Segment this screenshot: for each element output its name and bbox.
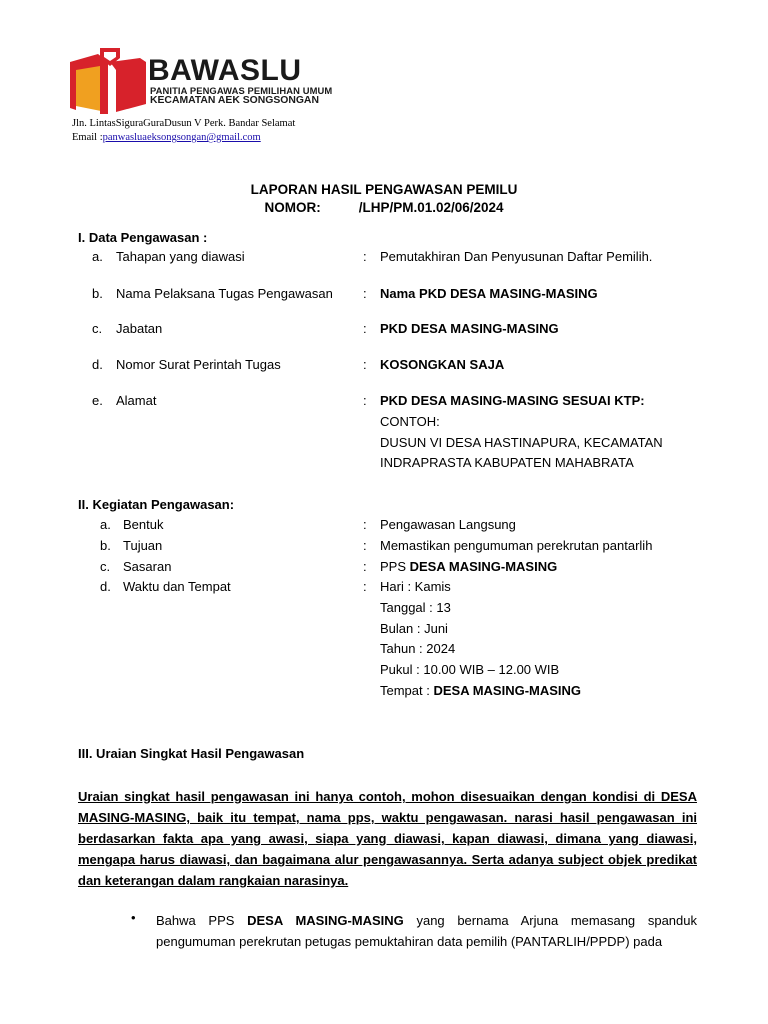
nomor-value: /LHP/PM.01.02/06/2024	[358, 200, 504, 215]
row-colon: :	[363, 393, 367, 408]
bawaslu-emblem-icon	[70, 48, 146, 114]
row-letter: c.	[92, 321, 103, 336]
section-1-heading: I. Data Pengawasan :	[78, 230, 208, 245]
bullet-bold: DESA MASING-MASING	[247, 913, 404, 928]
row-label: Jabatan	[116, 321, 163, 336]
bawaslu-logo	[70, 48, 340, 114]
alamat-extra-3: INDRAPRASTA KABUPATEN MAHABRATA	[380, 455, 634, 470]
bullet-post: yang bernama Arjuna memasang spanduk pengumuman perekrutan petugas pemuktahiran data pemilih (PANTARLIH/PPDP) pada	[156, 913, 697, 949]
row-value: PKD DESA MASING-MASING	[380, 321, 559, 336]
row-value: Hari : Kamis	[380, 579, 451, 594]
row-letter: a.	[92, 249, 103, 264]
waktu-pukul: Pukul : 10.00 WIB – 12.00 WIB	[380, 662, 560, 677]
row-letter: d.	[92, 357, 103, 372]
value-bold: DESA MASING-MASING	[409, 559, 558, 574]
row-label: Tujuan	[123, 538, 163, 553]
row-colon: :	[363, 517, 367, 532]
row-value: Nama PKD DESA MASING-MASING	[380, 286, 598, 301]
address-line: Jln. LintasSiguraGuraDusun V Perk. Bandar Selamat	[72, 118, 296, 129]
uraian-paragraph: Uraian singkat hasil pengawasan ini hanya contoh, mohon disesuaikan dengan kondisi di DESA MASING-MASING, baik itu tempat, nama pps, waktu pengawasan. narasi hasil pengawasan ini berdasarkan fakta apa yang awasi, siapa yang diawasi, kapan diawasi, dimana yang diawasi, mengapa harus diawasi, dan bagaimana alur pengawasannya. Serta adanya subject objek predikat dan keterangan dalam rangkaian narasinya.	[78, 789, 697, 888]
row-value: Memastikan pengumuman perekrutan pantarlih	[380, 538, 653, 553]
waktu-tempat	[380, 683, 581, 699]
row-label: Sasaran	[123, 559, 172, 574]
row-colon: :	[363, 321, 367, 336]
row-label: Tahapan yang diawasi	[116, 249, 245, 264]
row-letter: c.	[100, 559, 111, 574]
logo-subtitle-2: KECAMATAN AEK SONGSONGAN	[150, 95, 319, 106]
row-letter: e.	[92, 393, 103, 408]
email-label: Email :	[72, 132, 103, 143]
section-3-heading: III. Uraian Singkat Hasil Pengawasan	[78, 746, 305, 761]
row-label: Alamat	[116, 393, 157, 408]
row-colon: :	[363, 357, 367, 372]
row-label: Nomor Surat Perintah Tugas	[116, 357, 281, 372]
section-2-heading: II. Kegiatan Pengawasan:	[78, 497, 235, 512]
row-value: KOSONGKAN SAJA	[380, 357, 505, 372]
row-label: Bentuk	[123, 517, 164, 532]
address-block	[72, 117, 295, 145]
row-colon: :	[363, 579, 367, 594]
value-prefix: PPS	[380, 559, 410, 574]
waktu-tanggal: Tanggal : 13	[380, 600, 451, 615]
bullet-icon: •	[131, 910, 136, 925]
email-line	[72, 131, 295, 145]
row-letter: b.	[100, 538, 111, 553]
row-value: Pengawasan Langsung	[380, 517, 516, 532]
row-colon: :	[363, 286, 367, 301]
row-value	[380, 559, 557, 575]
row-letter: d.	[100, 579, 111, 594]
nomor-label: NOMOR:	[264, 200, 321, 215]
tempat-label: Tempat :	[380, 683, 434, 698]
tempat-value: DESA MASING-MASING	[433, 683, 582, 698]
row-label: Nama Pelaksana Tugas Pengawasan	[116, 286, 333, 301]
row-colon: :	[363, 249, 367, 264]
row-letter: a.	[100, 517, 111, 532]
alamat-extra-1: CONTOH:	[380, 414, 440, 429]
row-letter: b.	[92, 286, 103, 301]
row-label: Waktu dan Tempat	[123, 579, 231, 594]
row-value: PKD DESA MASING-MASING SESUAI KTP:	[380, 393, 645, 408]
bullet-item	[156, 910, 697, 952]
waktu-bulan: Bulan : Juni	[380, 621, 448, 636]
row-colon: :	[363, 559, 367, 574]
logo-subtitle-1: PANITIA PENGAWAS PEMILIHAN UMUM	[150, 85, 333, 96]
waktu-tahun: Tahun : 2024	[380, 641, 456, 656]
email-link[interactable]: panwasluaeksongsongan@gmail.com	[102, 132, 261, 143]
report-number	[0, 200, 768, 215]
row-colon: :	[363, 538, 367, 553]
logo-title: BAWASLU	[148, 54, 302, 87]
alamat-extra-2: DUSUN VI DESA HASTINAPURA, KECAMATAN	[380, 435, 663, 450]
report-title: LAPORAN HASIL PENGAWASAN PEMILU	[250, 182, 518, 197]
row-value: Pemutakhiran Dan Penyusunan Daftar Pemilih.	[380, 249, 653, 264]
bullet-pre: Bahwa PPS	[156, 913, 248, 928]
